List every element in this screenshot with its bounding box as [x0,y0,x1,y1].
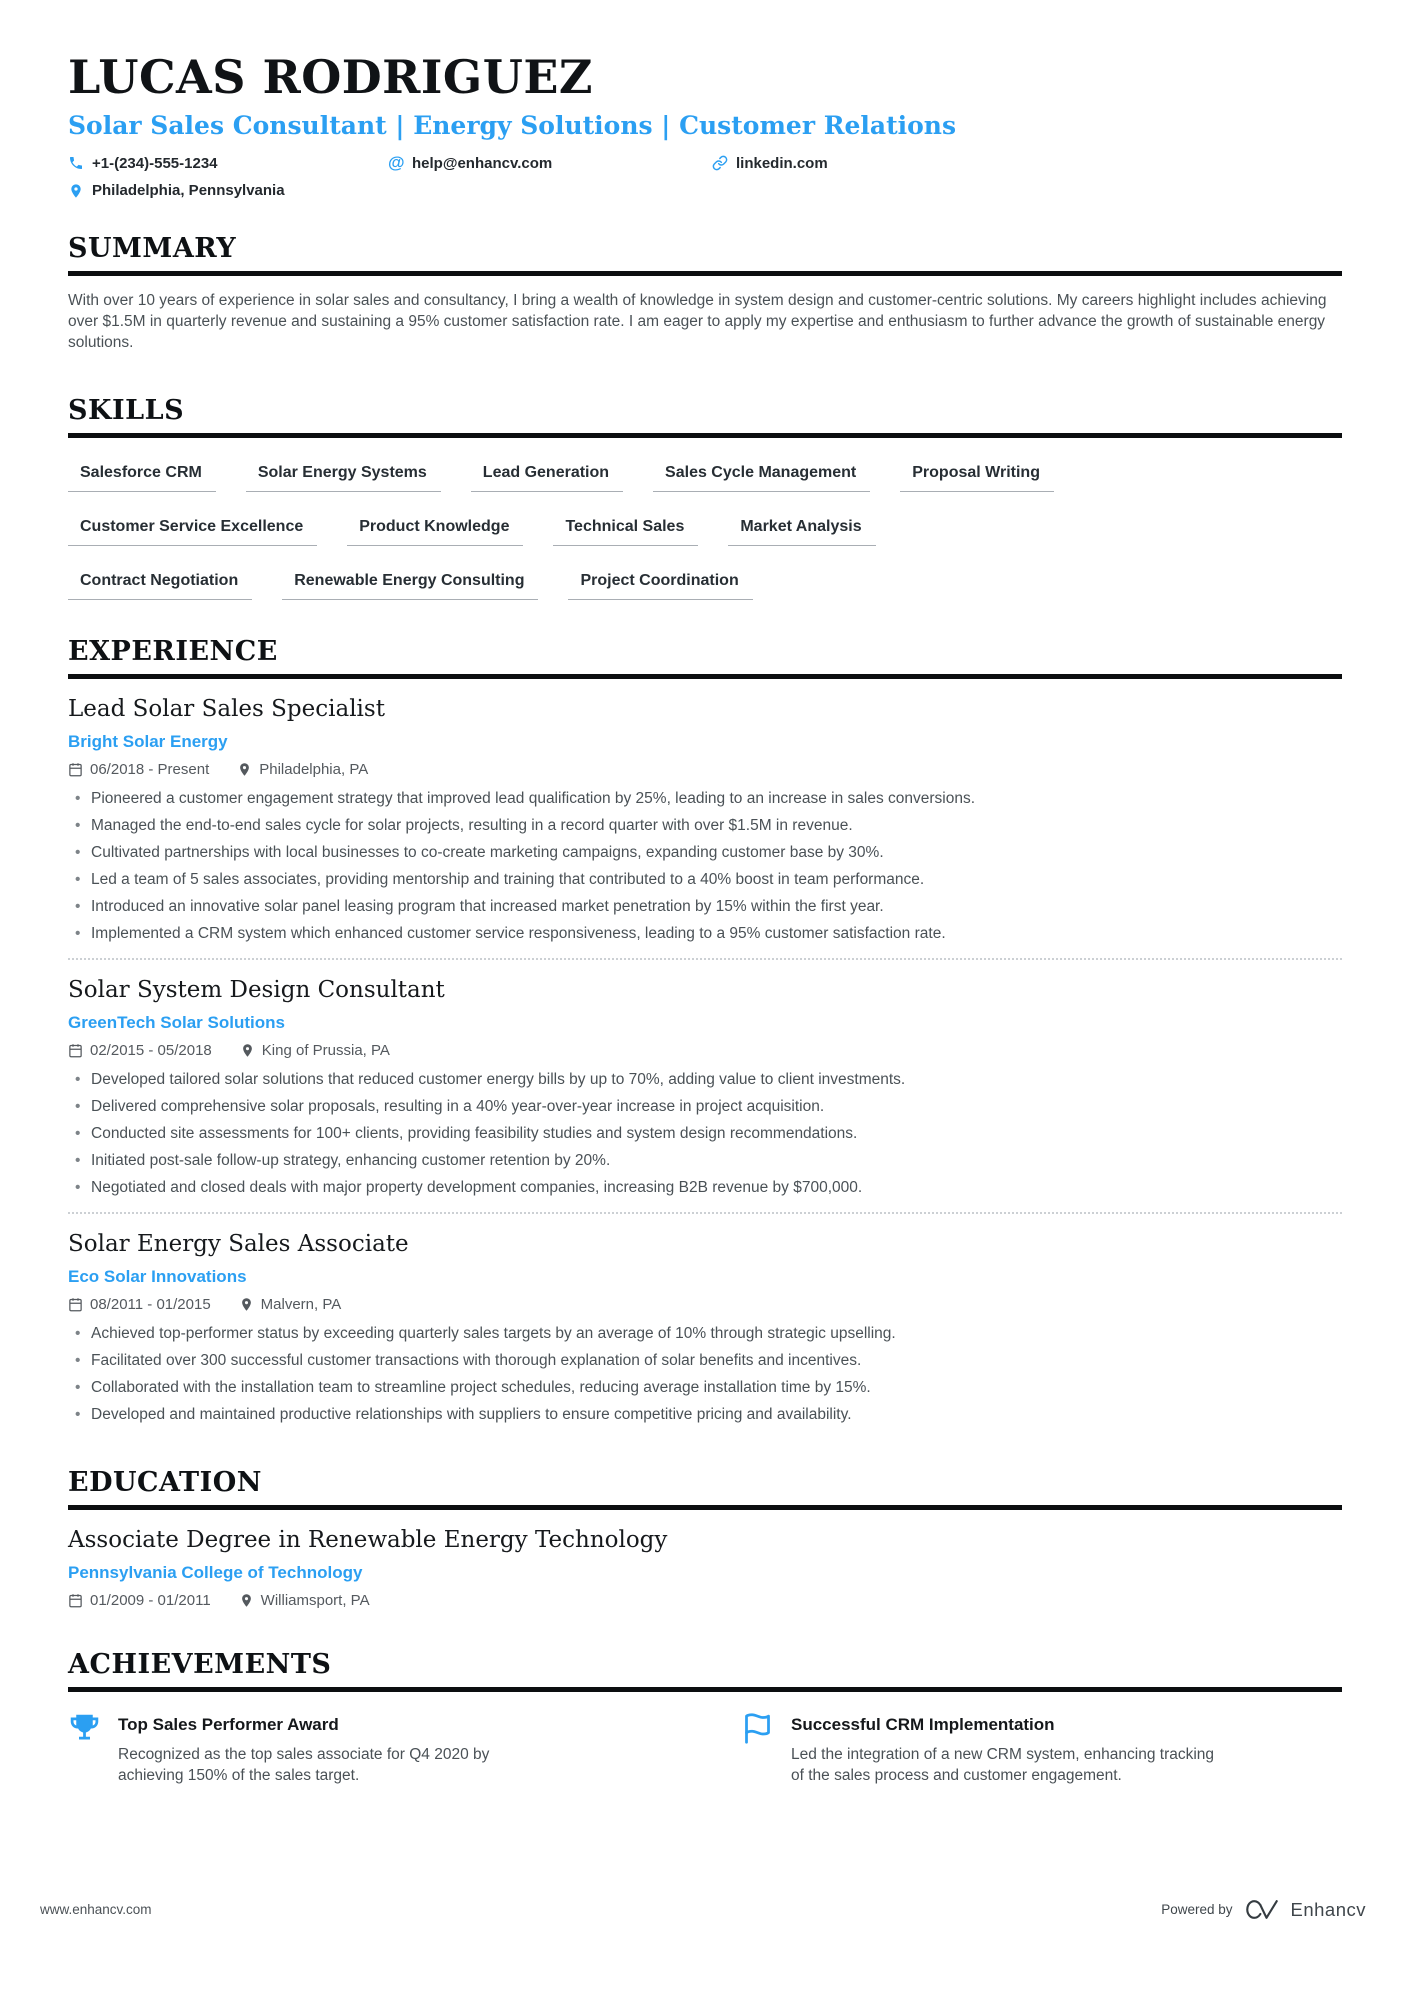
job-bullet: • Developed tailored solar solutions that reduced customer energy bills by up to 70%, adding value to client investments. [68,1070,1342,1090]
job-entry [68,977,1342,1198]
job-bullet: • Pioneered a customer engagement strategy that improved lead qualification by 25%, leading to an increase in sales conversions. [68,789,1342,809]
at-icon: @ [388,153,405,172]
enhancv-logo-icon [1244,1898,1280,1921]
job-location: Malvern, PA [239,1296,342,1313]
company-name: GreenTech Solar Solutions [68,1013,285,1032]
achievement-description: Recognized as the top sales associate for Q4 2020 by achieving 150% of the sales target. [118,1746,490,1784]
calendar-icon [68,1297,83,1312]
job-location: King of Prussia, PA [240,1042,390,1059]
job-entry [68,696,1342,944]
job-bullet: • Initiated post-sale follow-up strategy, enhancing customer retention by 20%. [68,1151,1342,1171]
skill-tag: Sales Cycle Management [653,464,870,492]
job-bullet: • Led a team of 5 sales associates, providing mentorship and training that contributed to a 40% boost in team performance. [68,870,1342,890]
job-title: Solar System Design Consultant [68,977,445,1003]
divider [68,1212,1342,1214]
job-bullet: • Developed and maintained productive relationships with suppliers to ensure competitive pricing and availability. [68,1405,1342,1425]
calendar-icon [68,1593,83,1608]
skill-tag: Salesforce CRM [68,464,216,492]
skill-tag: Customer Service Excellence [68,518,317,546]
powered-by [1161,1898,1366,1921]
skill-tag: Contract Negotiation [68,572,252,600]
link-icon [712,155,728,171]
skill-tag: Technical Sales [553,518,698,546]
skill-tag: Renewable Energy Consulting [282,572,538,600]
location-pin-icon [240,1043,255,1058]
skills-section [68,395,1342,600]
headline: Solar Sales Consultant | Energy Solutions | Customer Relations [68,111,957,140]
linkedin-url: linkedin.com [736,154,828,172]
job-title: Lead Solar Sales Specialist [68,696,385,722]
job-bullet: • Managed the end-to-end sales cycle for solar projects, resulting in a record quarter with over $1.5M in revenue. [68,816,1342,836]
job-bullet: • Conducted site assessments for 100+ clients, providing feasibility studies and system design recommendations. [68,1124,1342,1144]
degree-title: Associate Degree in Renewable Energy Technology [68,1527,668,1553]
location-pin-icon [237,762,252,777]
job-entry [68,1231,1342,1425]
school-location: Williamsport, PA [239,1592,370,1609]
location-contact [68,182,285,199]
achievement-description: Led the integration of a new CRM system, enhancing tracking of the sales process and customer engagement. [791,1746,1215,1784]
date-range: 02/2015 - 05/2018 [68,1042,212,1059]
date-range: 01/2009 - 01/2011 [68,1592,211,1609]
job-title: Solar Energy Sales Associate [68,1231,409,1257]
email-address: help@enhancv.com [412,154,553,172]
job-bullet: • Achieved top-performer status by exceeding quarterly sales targets by an average of 10% through strategic upselling. [68,1324,1342,1344]
skill-tag: Market Analysis [728,518,875,546]
skill-tag: Proposal Writing [900,464,1054,492]
candidate-name: LUCAS RODRIGUEZ [68,50,593,104]
summary-section [68,233,1342,353]
phone-number: +1-(234)-555-1234 [92,154,218,172]
trophy-icon [68,1712,101,1745]
skill-tag: Product Knowledge [347,518,523,546]
summary-text: With over 10 years of experience in solar sales and consultancy, I bring a wealth of knowledge in system design and customer-centric solutions. My careers highlight includes achieving over $1.5M in quarterly revenue and sustaining a 95% customer satisfaction rate. I am eager to apply my expertise and enthusiasm to further advance the growth of sustainable energy solutions. [68,292,1327,351]
header [68,50,1342,199]
education-heading: EDUCATION [68,1467,1342,1510]
calendar-icon [68,1043,83,1058]
divider [68,958,1342,960]
date-range: 08/2011 - 01/2015 [68,1296,211,1313]
location-pin-icon [68,183,84,199]
job-bullet: • Introduced an innovative solar panel leasing program that increased market penetration by 15% within the first year. [68,897,1342,917]
company-name: Eco Solar Innovations [68,1267,247,1286]
job-bullet: • Cultivated partnerships with local businesses to co-create marketing campaigns, expanding customer base by 30%. [68,843,1342,863]
achievements-heading: ACHIEVEMENTS [68,1649,1342,1692]
job-bullet: • Implemented a CRM system which enhanced customer service responsiveness, leading to a 95% customer satisfaction rate. [68,924,1342,944]
location-text: Philadelphia, Pennsylvania [92,182,285,199]
achievement-item [741,1712,1342,1786]
job-bullet: • Collaborated with the installation team to streamline project schedules, reducing average installation time by 15%. [68,1378,1342,1398]
education-section [68,1467,1342,1609]
summary-heading: SUMMARY [68,233,1342,276]
contact-info [68,153,1342,199]
page-footer [40,1898,1366,1921]
job-location: Philadelphia, PA [237,761,368,778]
skill-tag: Project Coordination [568,572,752,600]
skill-tag: Lead Generation [471,464,623,492]
email-contact[interactable] [388,153,712,173]
job-bullet: • Delivered comprehensive solar proposals, resulting in a 40% year-over-year increase in project acquisition. [68,1097,1342,1117]
brand-name: Enhancv [1290,1898,1366,1920]
company-name: Bright Solar Energy [68,732,228,751]
experience-section [68,636,1342,1425]
skill-tag: Solar Energy Systems [246,464,441,492]
date-range: 06/2018 - Present [68,761,209,778]
achievement-title: Successful CRM Implementation [791,1715,1055,1734]
flag-icon [741,1712,774,1745]
enhancv-site-link[interactable]: www.enhancv.com [40,1902,152,1917]
skills-heading: SKILLS [68,395,1342,438]
achievement-title: Top Sales Performer Award [118,1715,339,1734]
experience-heading: EXPERIENCE [68,636,1342,679]
linkedin-contact[interactable] [712,155,828,172]
job-bullet: • Facilitated over 300 successful customer transactions with thorough explanation of solar benefits and incentives. [68,1351,1342,1371]
calendar-icon [68,762,83,777]
phone-icon [68,155,84,171]
achievements-section [68,1649,1342,1786]
job-bullet: • Negotiated and closed deals with major property development companies, increasing B2B revenue by $700,000. [68,1178,1342,1198]
powered-by-label: Powered by [1161,1902,1233,1917]
location-pin-icon [239,1297,254,1312]
achievement-item [68,1712,669,1786]
school-name: Pennsylvania College of Technology [68,1563,363,1582]
phone-contact [68,155,388,172]
location-pin-icon [239,1593,254,1608]
